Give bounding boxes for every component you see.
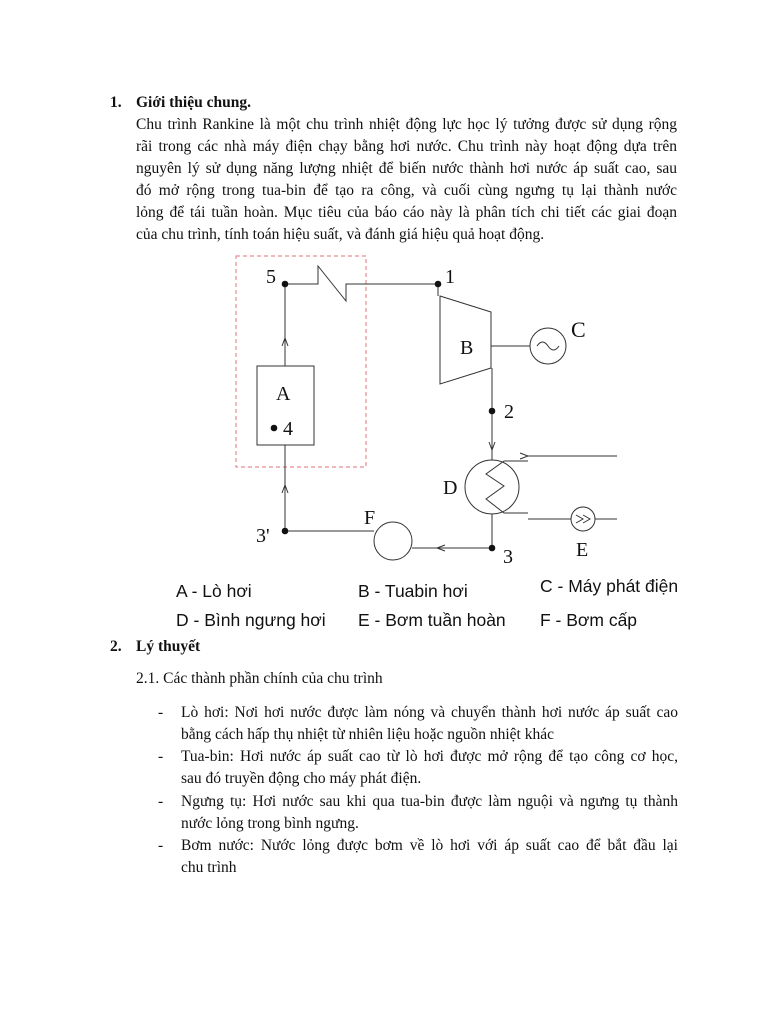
legend-item-c: C - Máy phát điện [540, 576, 679, 596]
list-item-line: Lò hơi: Nơi hơi nước được làm nóng và chuyển thành hơi nước áp suất cao [181, 704, 678, 721]
paragraph-line: của chu trình, tính toán hiệu suất, và đánh giá hiệu quả hoạt động. [136, 226, 545, 243]
legend-item-f: F - Bơm cấp [540, 610, 638, 630]
feed-pump-icon [374, 522, 412, 560]
label-component-b: B [460, 337, 474, 359]
list-dash: - [158, 748, 164, 765]
label-point-3: 3 [503, 546, 513, 568]
label-component-a: A [276, 383, 291, 405]
list-item-line: Tua-bin: Hơi nước áp suất cao từ lò hơi được mở rộng để tạo công cơ học, [181, 748, 678, 765]
superheater-line [285, 266, 438, 301]
paragraph-line: nguyên lý sử dụng năng lượng nhiệt để biến nước thành hơi nước áp suất cao, sau [136, 160, 677, 177]
list-dash: - [158, 704, 164, 721]
label-component-e: E [576, 539, 589, 561]
state-point-5 [282, 281, 289, 288]
section-1-title: Giới thiệu chung. [136, 94, 251, 111]
list-item-line: Bơm nước: Nước lỏng được bơm về lò hơi với áp suất cao để bắt đầu lại [181, 837, 678, 854]
label-point-3-prime: 3' [256, 525, 270, 547]
section-2-heading [110, 638, 200, 656]
legend-item-a: A - Lò hơi [176, 581, 252, 601]
list-item-line: chu trình [181, 859, 237, 876]
label-point-1: 1 [445, 266, 455, 288]
paragraph-line: Chu trình Rankine là một chu trình nhiệt động lực học lý tưởng được sử dụng rộng [136, 116, 677, 133]
section-1-number: 1. [110, 94, 122, 111]
list-item-line: sau đó truyền động cho máy phát điện. [181, 770, 422, 787]
paragraph-line: lỏng để tái tuần hoàn. Mục tiêu của báo cáo này là phân tích chi tiết các giai đoạn [136, 204, 677, 221]
state-point-2 [489, 408, 496, 415]
state-point-1 [435, 281, 442, 288]
list-dash: - [158, 793, 164, 810]
section-2-title: Lý thuyết [136, 638, 201, 655]
legend-item-d: D - Bình ngưng hơi [176, 610, 326, 630]
label-point-2: 2 [504, 401, 514, 423]
label-point-4: 4 [283, 418, 293, 440]
list-item-line: bằng cách hấp thụ nhiệt từ nhiên liệu hoặc nguồn nhiệt khác [181, 726, 554, 743]
label-component-c: C [571, 317, 586, 342]
legend-item-e: E - Bơm tuần hoàn [358, 610, 506, 630]
state-point-3-prime [282, 528, 289, 535]
subsection-title: 2.1. Các thành phần chính của chu trình [136, 670, 383, 687]
list-item-line: nước lỏng trong bình ngưng. [181, 815, 359, 832]
legend-item-b: B - Tuabin hơi [358, 581, 468, 601]
list-dash: - [158, 837, 164, 854]
list-item-line: Ngưng tụ: Hơi nước sau khi qua tua-bin được làm nguội và ngưng tụ thành [181, 793, 678, 810]
label-point-5: 5 [266, 266, 276, 288]
condenser-icon [465, 460, 519, 514]
flow-arrow-icon [520, 453, 528, 459]
paragraph-line: đó mở rộng trong tua-bin để tạo ra công, và cuối cùng ngưng tụ lại thành nước [136, 182, 677, 199]
label-component-d: D [443, 477, 458, 499]
label-component-f: F [364, 507, 376, 529]
state-point-4 [271, 425, 278, 432]
paragraph-line: rãi trong các nhà máy điện chạy bằng hơi nước. Chu trình này hoạt động dựa trên [136, 138, 677, 155]
state-point-3 [489, 545, 496, 552]
section-2-number: 2. [110, 638, 122, 655]
